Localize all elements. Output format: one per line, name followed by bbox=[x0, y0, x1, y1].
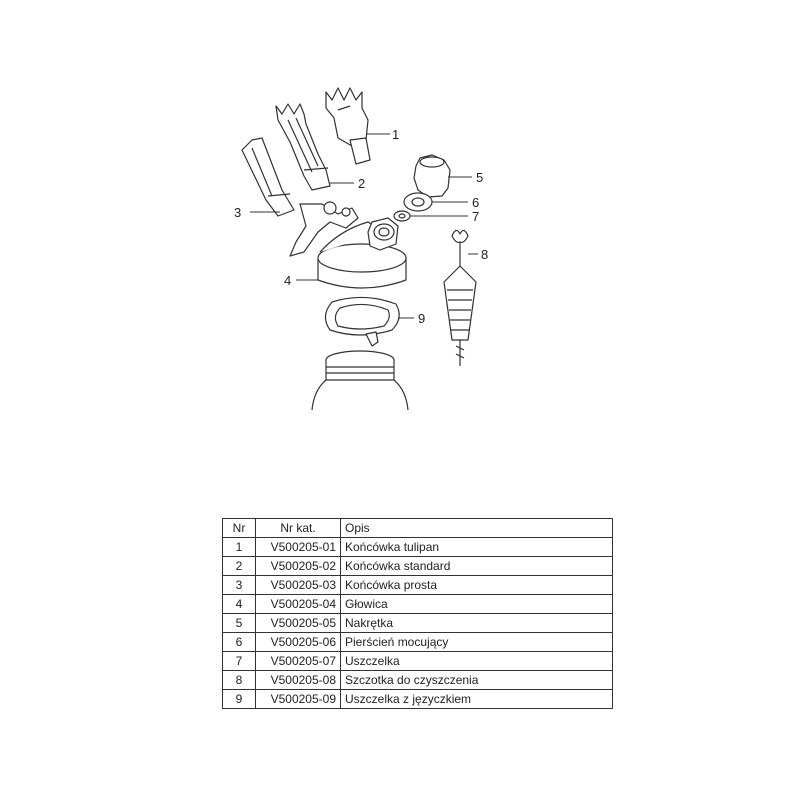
row-number: 1 bbox=[223, 538, 256, 557]
parts-table-body bbox=[223, 538, 613, 709]
row-catalog-number: V500205-05 bbox=[256, 614, 341, 633]
bottle-body bbox=[312, 351, 408, 410]
callout-1: 1 bbox=[392, 127, 400, 142]
row-catalog-number: V500205-06 bbox=[256, 633, 341, 652]
row-catalog-number: V500205-04 bbox=[256, 595, 341, 614]
row-number: 3 bbox=[223, 576, 256, 595]
row-catalog-number: V500205-02 bbox=[256, 557, 341, 576]
row-catalog-number: V500205-08 bbox=[256, 671, 341, 690]
callout-3: 3 bbox=[234, 205, 242, 220]
table-row bbox=[223, 595, 613, 614]
callout-7: 7 bbox=[472, 209, 480, 224]
header-description: Opis bbox=[341, 519, 613, 538]
header-catalog-number: Nr kat. bbox=[256, 519, 341, 538]
mounting-ring-part bbox=[404, 193, 432, 211]
row-number: 4 bbox=[223, 595, 256, 614]
callout-8: 8 bbox=[481, 247, 489, 262]
callout-9: 9 bbox=[418, 311, 426, 326]
table-row bbox=[223, 671, 613, 690]
row-description: Szczotka do czyszczenia bbox=[341, 671, 613, 690]
table-row bbox=[223, 652, 613, 671]
row-catalog-number: V500205-03 bbox=[256, 576, 341, 595]
row-number: 6 bbox=[223, 633, 256, 652]
row-number: 7 bbox=[223, 652, 256, 671]
row-catalog-number: V500205-09 bbox=[256, 690, 341, 709]
callout-6: 6 bbox=[472, 195, 480, 210]
table-row bbox=[223, 557, 613, 576]
row-description: Końcówka prosta bbox=[341, 576, 613, 595]
head-part bbox=[290, 202, 406, 288]
table-row bbox=[223, 690, 613, 709]
row-description: Końcówka standard bbox=[341, 557, 613, 576]
row-description: Pierścień mocujący bbox=[341, 633, 613, 652]
cap-part bbox=[414, 155, 450, 197]
row-catalog-number: V500205-07 bbox=[256, 652, 341, 671]
row-number: 8 bbox=[223, 671, 256, 690]
row-catalog-number: V500205-01 bbox=[256, 538, 341, 557]
row-description: Końcówka tulipan bbox=[341, 538, 613, 557]
parts-table bbox=[222, 518, 613, 709]
straight-nozzle-part bbox=[242, 138, 294, 216]
row-number: 9 bbox=[223, 690, 256, 709]
row-description: Uszczelka z języczkiem bbox=[341, 690, 613, 709]
table-row bbox=[223, 538, 613, 557]
row-description: Głowica bbox=[341, 595, 613, 614]
callout-2: 2 bbox=[358, 176, 366, 191]
standard-nozzle-part bbox=[276, 104, 330, 190]
row-number: 5 bbox=[223, 614, 256, 633]
row-description: Uszczelka bbox=[341, 652, 613, 671]
tulip-nozzle-part bbox=[326, 88, 370, 164]
row-number: 2 bbox=[223, 557, 256, 576]
table-header-row bbox=[223, 519, 613, 538]
callout-5: 5 bbox=[476, 170, 484, 185]
row-description: Nakrętka bbox=[341, 614, 613, 633]
callout-4: 4 bbox=[284, 273, 292, 288]
cleaning-brush-part bbox=[444, 230, 476, 366]
gasket-with-tab-part bbox=[325, 297, 399, 346]
small-seal-part bbox=[394, 211, 410, 221]
table-row bbox=[223, 576, 613, 595]
header-nr: Nr bbox=[223, 519, 256, 538]
table-row bbox=[223, 614, 613, 633]
table-row bbox=[223, 633, 613, 652]
